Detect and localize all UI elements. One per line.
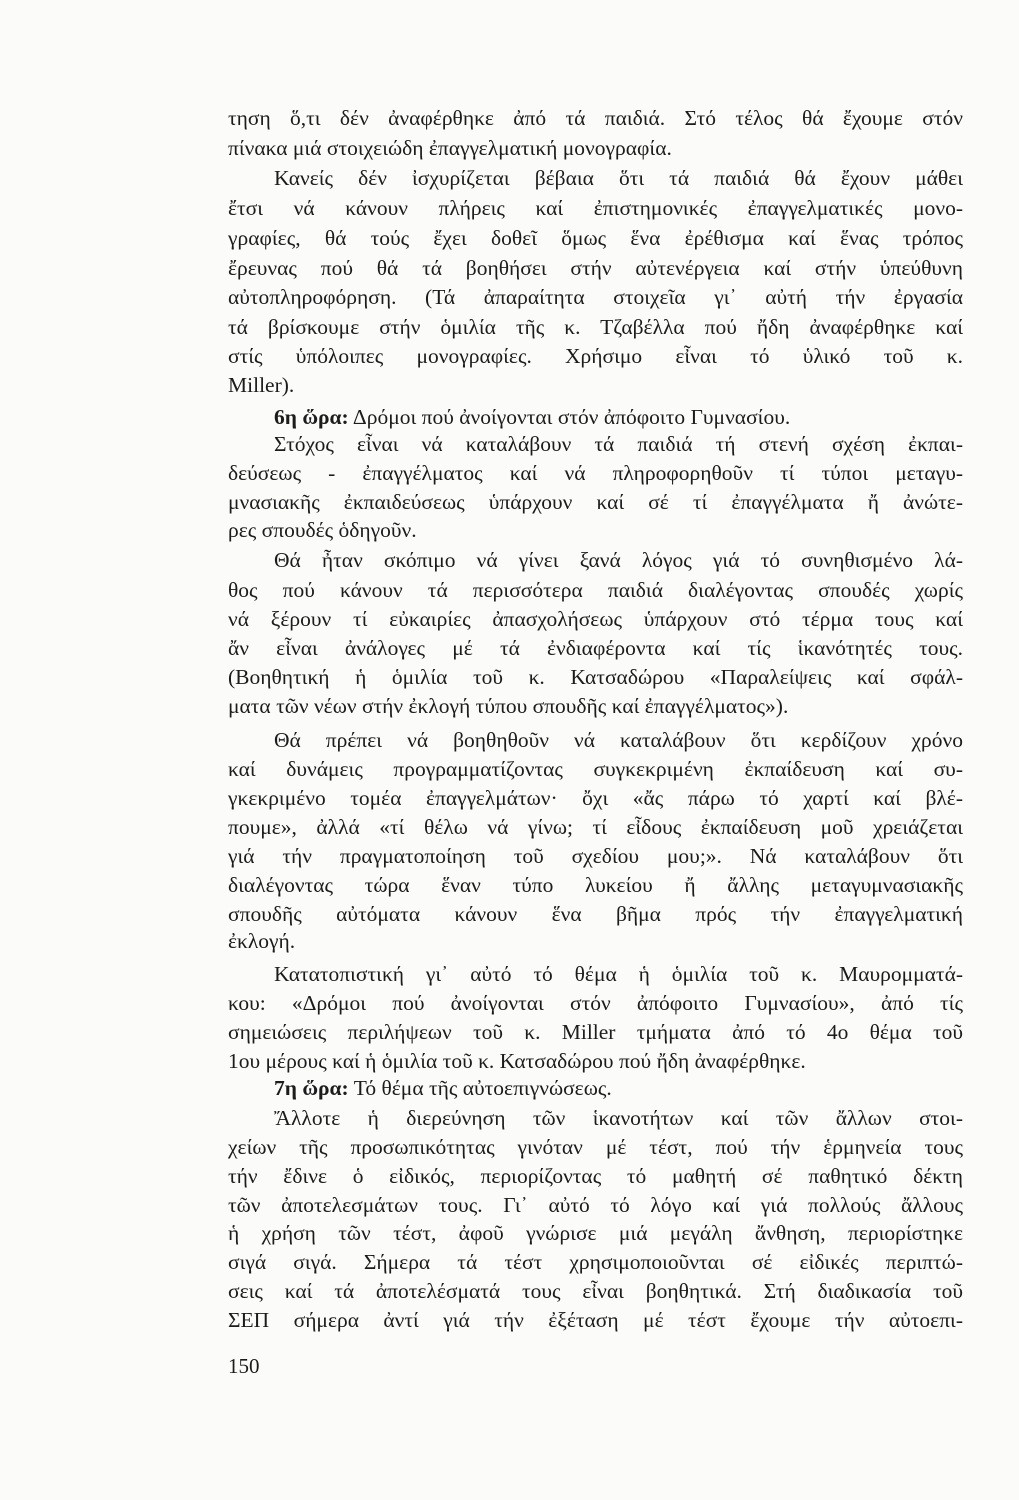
text-line: γιά τήν πραγματοποίηση τοῦ σχεδίου μου;». Νά καταλάβουν ὅτι: [228, 844, 963, 868]
text-line: Miller).: [228, 373, 295, 397]
section-heading-line: [274, 403, 963, 431]
section-label: 7η ὥρα:: [274, 1076, 349, 1100]
text-line: ΣΕΠ σήμερα ἀντί γιά τήν ἐξέταση μέ τέστ ἔχουμε τήν αὐτοεπι-: [228, 1308, 963, 1332]
text-line: ἄν εἶναι ἀνάλογες μέ τά ἐνδιαφέροντα καί τίς ἱκανότητές τους.: [228, 636, 963, 660]
text-line: διαλέγοντας τώρα ἕναν τύπο λυκείου ἤ ἄλλης μεταγυμνασιακῆς: [228, 873, 963, 897]
text-line: στίς ὑπόλοιπες μονογραφίες. Χρήσιμο εἶναι τό ὑλικό τοῦ κ.: [228, 344, 963, 368]
section-title: Τό θέμα τῆς αὐτοεπιγνώσεως.: [348, 1076, 612, 1100]
text-line: σεις καί τά ἀποτελέσματά τους εἶναι βοηθητικά. Στή διαδικασία τοῦ: [228, 1279, 963, 1303]
text-line: ἔρευνας πού θά τά βοηθήσει στήν αὐτενέργεια καί στήν ὑπεύθυνη: [228, 256, 963, 280]
text-line: σπουδῆς αὐτόματα κάνουν ἕνα βῆμα πρός τήν ἐπαγγελματική: [228, 902, 963, 926]
text-line: τῶν ἀποτελεσμάτων τους. Γι᾽ αὐτό τό λόγο καί γιά πολλούς ἄλλους: [228, 1193, 963, 1217]
text-line: χείων τῆς προσωπικότητας γινόταν μέ τέστ, πού τήν ἑρμηνεία τους: [228, 1135, 963, 1159]
text-line: 1ου μέρους καί ἡ ὁμιλία τοῦ κ. Κατσαδώρου πού ἤδη ἀναφέρθηκε.: [228, 1049, 806, 1073]
text-line: τήν ἔδινε ὁ εἰδικός, περιορίζοντας τό μαθητή σέ παθητικό δέκτη: [228, 1164, 963, 1188]
text-line: καί δυνάμεις προγραμματίζοντας συγκεκριμένη ἐκπαίδευση καί συ-: [228, 757, 963, 781]
text-line: σιγά σιγά. Σήμερα τά τέστ χρησιμοποιοῦνται σέ εἰδικές περιπτώ-: [228, 1250, 963, 1274]
text-line: Στόχος εἶναι νά καταλάβουν τά παιδιά τή στενή σχέση ἐκπαι-: [274, 432, 963, 456]
text-line: ρες σπουδές ὁδηγοῦν.: [228, 518, 417, 542]
text-line: ματα τῶν νέων στήν ἐκλογή τύπου σπουδῆς καί ἐπαγγέλματος»).: [228, 694, 789, 718]
text-line: δεύσεως - ἐπαγγέλματος καί νά πληροφορηθοῦν τί τύποι μεταγυ-: [228, 461, 963, 485]
text-line: ἔτσι νά κάνουν πλήρεις καί ἐπιστημονικές ἐπαγγελματικές μονο-: [228, 196, 963, 220]
text-line: (Βοηθητική ἡ ὁμιλία τοῦ κ. Κατσαδώρου «Παραλείψεις καί σφάλ-: [228, 665, 963, 689]
page-number: 150: [228, 1354, 260, 1378]
text-line: Ἄλλοτε ἡ διερεύνηση τῶν ἱκανοτήτων καί τῶν ἄλλων στοι-: [274, 1106, 963, 1130]
text-line: ἡ χρήση τῶν τέστ, ἀφοῦ γνώρισε μιά μεγάλη ἄνθηση, περιορίστηκε: [228, 1221, 963, 1245]
text-line: μνασιακῆς ἐκπαιδεύσεως ὑπάρχουν καί σέ τί ἐπαγγέλματα ἤ ἀνώτε-: [228, 490, 963, 514]
text-line: κου: «Δρόμοι πού ἀνοίγονται στόν ἀπόφοιτο Γυμνασίου», ἀπό τίς: [228, 991, 963, 1015]
text-line: τά βρίσκουμε στήν ὁμιλία τῆς κ. Τζαβέλλα πού ἤδη ἀναφέρθηκε καί: [228, 315, 963, 339]
text-line: γκεκριμένο τομέα ἐπαγγελμάτων· ὄχι «ἄς πάρω τό χαρτί καί βλέ-: [228, 786, 963, 810]
text-line: τηση ὅ,τι δέν ἀναφέρθηκε ἀπό τά παιδιά. Στό τέλος θά ἔχουμε στόν: [228, 106, 963, 130]
text-line: νά ξέρουν τί εὐκαιρίες ἀπασχολήσεως ὑπάρχουν στό τέρμα τους καί: [228, 607, 963, 631]
text-line: Θά πρέπει νά βοηθηθοῦν νά καταλάβουν ὅτι κερδίζουν χρόνο: [274, 728, 963, 752]
text-line: σημειώσεις περιλήψεων τοῦ κ. Miller τμήματα ἀπό τό 4ο θέμα τοῦ: [228, 1020, 963, 1044]
text-line: Κατατοπιστική γι᾽ αὐτό τό θέμα ἡ ὁμιλία τοῦ κ. Μαυρομματά-: [274, 962, 963, 986]
text-line: Κανείς δέν ἰσχυρίζεται βέβαια ὅτι τά παιδιά θά ἔχουν μάθει: [274, 166, 963, 190]
text-line: Θά ἦταν σκόπιμο νά γίνει ξανά λόγος γιά τό συνηθισμένο λά-: [274, 548, 963, 572]
section-label: 6η ὥρα:: [274, 405, 349, 429]
text-line: θος πού κάνουν τά περισσότερα παιδιά διαλέγοντας σπουδές χωρίς: [228, 578, 963, 602]
text-line: αὐτοπληροφόρηση. (Τά ἀπαραίτητα στοιχεῖα γι᾽ αὐτή τήν ἐργασία: [228, 285, 963, 309]
text-line: πουμε», ἀλλά «τί θέλω νά γίνω; τί εἶδους ἐκπαίδευση μοῦ χρειάζεται: [228, 815, 963, 839]
text-line: πίνακα μιά στοιχειώδη ἐπαγγελματική μονογραφία.: [228, 136, 672, 160]
section-heading-line: [274, 1074, 963, 1102]
text-line: ἐκλογή.: [228, 929, 296, 953]
text-line: γραφίες, θά τούς ἔχει δοθεῖ ὅμως ἕνα ἐρέθισμα καί ἕνας τρόπος: [228, 226, 963, 250]
section-title: Δρόμοι πού ἀνοίγονται στόν ἀπόφοιτο Γυμνασίου.: [348, 405, 791, 429]
